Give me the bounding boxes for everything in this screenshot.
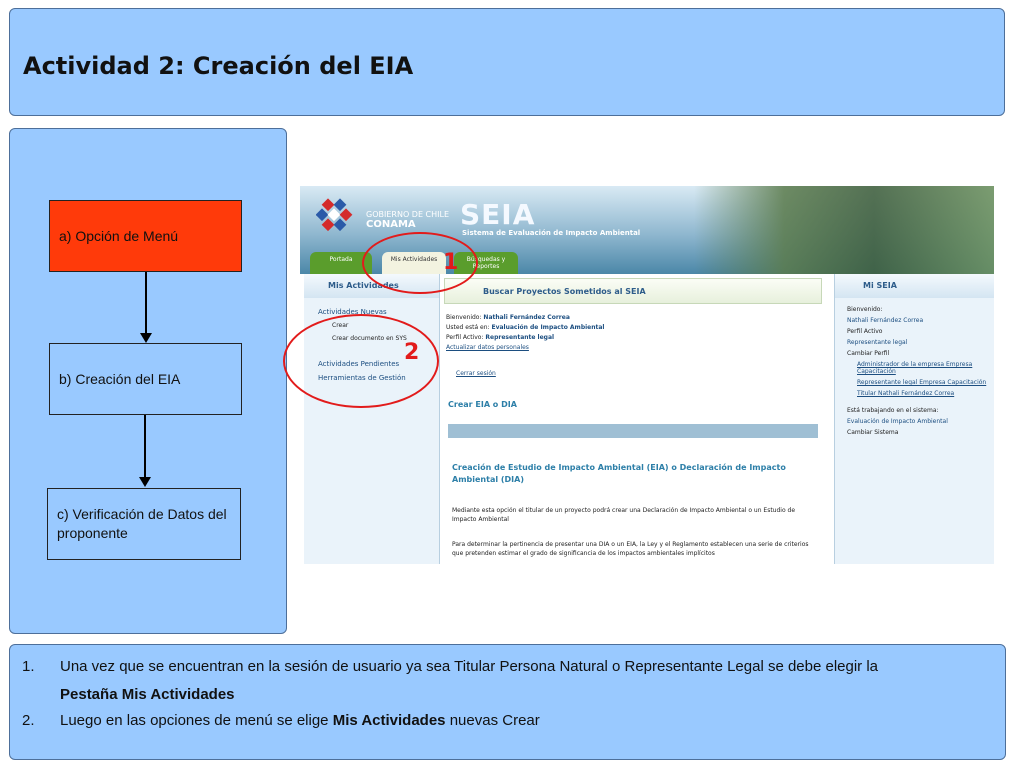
right-change-system[interactable]: Cambiar Sistema [847, 429, 899, 436]
logout-link[interactable]: Cerrar sesión [456, 370, 496, 377]
title-panel [9, 8, 1005, 116]
slide-title: Actividad 2: Creación del EIA [23, 52, 414, 80]
flow-box-data-verification: c) Verificación de Datos del proponente [47, 488, 241, 560]
highlight-circle-1 [362, 232, 478, 294]
step-2-text-a: Luego en las opciones de menú se elige [60, 712, 329, 729]
tab-busquedas-reportes[interactable]: Búsquedas y Reportes [454, 252, 518, 274]
location-line [446, 324, 604, 331]
profile-value: Representante legal [485, 334, 555, 341]
content-paragraph-1: Mediante esta opción el titular de un proyecto podrá crear una Declaración de Impacto Ambiental o un Estudio de Impacto Ambiental [452, 507, 796, 523]
content-paragraph-2: Para determinar la pertinencia de presentar una DIA o un EIA, la Ley y el Reglamento establecen una serie de criterios que pretenden estimar el grado de significancia de los impactos ambientales implícitos [452, 541, 809, 557]
sidebar-item-actividades-pendientes[interactable]: Actividades Pendientes [318, 360, 400, 368]
flow-arrow-2 [144, 415, 146, 478]
mi-seia-panel [834, 274, 994, 564]
right-profile-value: Representante legal [847, 339, 908, 346]
profile-label: Perfil Activo: [446, 334, 484, 341]
right-working-value: Evaluación de Impacto Ambiental [847, 418, 948, 425]
section-header-bar [448, 424, 818, 438]
flow-arrow-2-head [139, 477, 151, 487]
location-value: Evaluación de Impacto Ambiental [491, 324, 605, 331]
right-working-label: Está trabajando en el sistema: [847, 407, 939, 414]
crear-eia-dia-heading: Crear EIA o DIA [448, 400, 517, 409]
flow-box-eia-creation: b) Creación del EIA [49, 343, 242, 415]
highlight-number-2: 2 [404, 340, 420, 365]
tab-portada[interactable]: Portada [310, 252, 372, 274]
gov-line-2: CONAMA [366, 219, 416, 230]
welcome-label: Bienvenido: [446, 314, 482, 321]
profile-link-representante[interactable]: Representante legal Empresa Capacitación [857, 379, 987, 386]
sidebar-item-herramientas[interactable]: Herramientas de Gestión [318, 374, 406, 382]
step-1 [22, 653, 982, 703]
sidebar-item-actividades-nuevas[interactable]: Actividades Nuevas [318, 308, 387, 316]
right-change-profile: Cambiar Perfil [847, 350, 890, 357]
gov-line-1: GOBIERNO DE CHILE [366, 210, 450, 219]
seia-app-title: SEIA [460, 198, 536, 231]
location-label: Usted está en: [446, 324, 490, 331]
content-title: Creación de Estudio de Impacto Ambiental (EIA) o Declaración de Impacto Ambiental (DIA) [452, 463, 786, 484]
right-profile-label: Perfil Activo [847, 328, 883, 335]
header-trees-image [694, 186, 994, 274]
sidebar-title: Mis Actividades [304, 274, 439, 298]
right-welcome-value: Nathali Fernández Correa [847, 317, 924, 324]
highlight-number-1: 1 [443, 250, 459, 275]
right-welcome-label: Bienvenido: [847, 306, 883, 313]
flow-arrow-1-head [140, 333, 152, 343]
welcome-value: Nathali Fernández Correa [483, 314, 570, 321]
search-projects-bar[interactable] [444, 278, 822, 304]
sidebar-item-crear[interactable]: Crear [332, 322, 349, 329]
sidebar-item-crear-documento[interactable]: Crear documento en SYS [332, 335, 407, 342]
tab-mis-actividades[interactable]: Mis Actividades [382, 252, 446, 274]
seia-main [444, 274, 824, 564]
mi-seia-title: Mi SEIA [835, 274, 994, 298]
flow-arrow-1 [145, 272, 147, 334]
update-personal-data-link[interactable]: Actualizar datos personales [446, 344, 529, 351]
conama-logo-icon [316, 198, 360, 238]
search-projects-label: Buscar Proyectos Sometidos al SEIA [483, 287, 646, 296]
step-2 [22, 707, 982, 735]
step-2-bold: Mis Actividades [332, 712, 446, 729]
step-2-number: 2. [22, 712, 35, 729]
seia-app-subtitle: Sistema de Evaluación de Impacto Ambiental [462, 229, 641, 237]
profile-line [446, 334, 554, 341]
step-1-number: 1. [22, 658, 35, 675]
welcome-line [446, 314, 570, 321]
profile-link-titular[interactable]: Titular Nathali Fernández Correa [857, 390, 955, 397]
step-2-text-b: nuevas Crear [449, 712, 540, 729]
instructions-panel [9, 644, 1006, 760]
step-1-text: Una vez que se encuentran en la sesión de usuario ya sea Titular Persona Natural o Representante Legal se debe elegir la [60, 658, 879, 675]
flow-box-menu-option: a) Opción de Menú [49, 200, 242, 272]
profile-link-admin[interactable]: Administrador de la empresa Empresa Capacitación [857, 361, 973, 375]
gov-text [366, 210, 449, 230]
step-1-bold: Pestaña Mis Actividades [60, 686, 235, 703]
